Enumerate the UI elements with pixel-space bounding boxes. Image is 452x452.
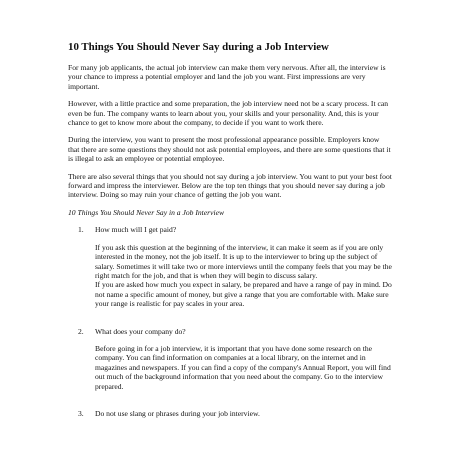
item-title: Do not use slang or phrases during your job interview. bbox=[95, 408, 260, 418]
item-number: 1. bbox=[78, 225, 84, 235]
list-item bbox=[78, 409, 392, 418]
item-body bbox=[95, 344, 392, 391]
item-title: How much will I get paid? bbox=[95, 225, 177, 235]
item-body bbox=[95, 243, 392, 309]
intro-paragraph: There are also several things that you should not say during a job interview. You want to put your best foot forward and impress the interviewer. Below are the top ten things that you should never say during a job interview. Doing so may ruin your chance of getting the job you want. bbox=[68, 171, 392, 200]
item-number: 2. bbox=[78, 326, 84, 336]
item-number: 3. bbox=[78, 408, 84, 418]
list-item bbox=[78, 225, 392, 234]
list-item bbox=[78, 327, 392, 336]
item-body-text: Before going in for a job interview, it is important that you have done some research on the company. You can find information on companies at a local library, on the internet and in magazines and newspapers. If you can find a copy of the company's Annual Report, you will find out much of the background information that you need about the company. Go to the interview prepared. bbox=[95, 343, 391, 391]
list-subtitle: 10 Things You Should Never Say in a Job Interview bbox=[68, 207, 225, 217]
intro-paragraph: For many job applicants, the actual job interview can make them very nervous. After all, the interview is your chance to impress a potential employer and land the job you want. First impressions are very important. bbox=[68, 63, 386, 91]
document-title: 10 Things You Should Never Say during a Job Interview bbox=[68, 41, 329, 53]
item-title: What does your company do? bbox=[95, 326, 186, 336]
item-body-text: If you ask this question at the beginning of the interview, it can make it seem as if you are only interested in the money, not the job itself. It is up to the interviewer to bring up the subject of salary. Sometimes it will take two or more interviews until the company feels that you may be the right match for the job, and that is when they will begin to discuss salary. bbox=[95, 242, 392, 280]
intro-paragraph: However, with a little practice and some preparation, the job interview need not be a scary process. It can even be fun. The company wants to learn about you, your skills and your personality. And, this is your chance to get to know more about the company, to decide if you want to work there. bbox=[68, 99, 388, 128]
intro-paragraph: During the interview, you want to present the most professional appearance possible. Employers know that there are some questions they should not ask potential employees, and there are some questions that it is illegal to ask an employee or potential employee. bbox=[68, 135, 391, 164]
item-body-text: If you are asked how much you expect in salary, be prepared and have a range of pay in mind. Do not name a specific amount of money, but give a range that you are comfortable with. Make sure your range is realistic for pay scales in your area. bbox=[95, 280, 392, 309]
